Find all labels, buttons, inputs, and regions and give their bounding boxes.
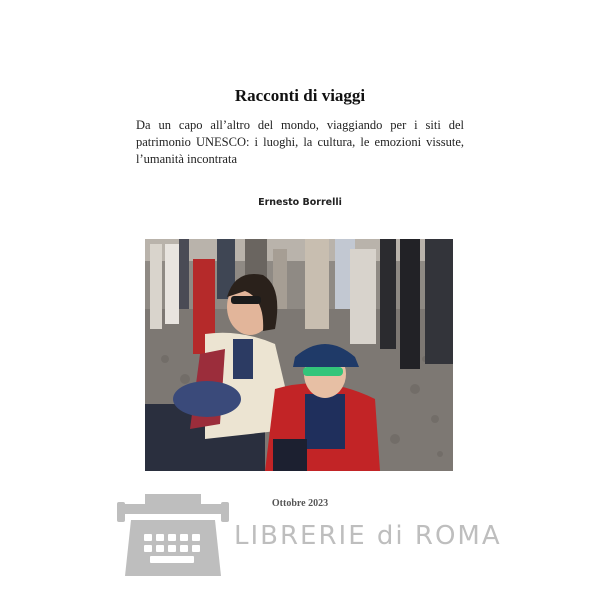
book-author: Ernesto Borrelli: [258, 197, 342, 208]
publication-date: Ottobre 2023: [271, 498, 329, 509]
typewriter-icon: [117, 490, 229, 580]
cover-photo: [145, 239, 453, 471]
librerie-di-roma-watermark: [117, 490, 502, 580]
watermark-text: LIBRERIE di ROMA: [234, 521, 502, 551]
book-title: Racconti di viaggi: [234, 86, 366, 105]
book-subtitle: Da un capo all’altro del mondo, viaggiando per i siti del patrimonio UNESCO: i luoghi, la cultura, le emozioni vissute, l’umanità incontrata: [136, 118, 464, 166]
